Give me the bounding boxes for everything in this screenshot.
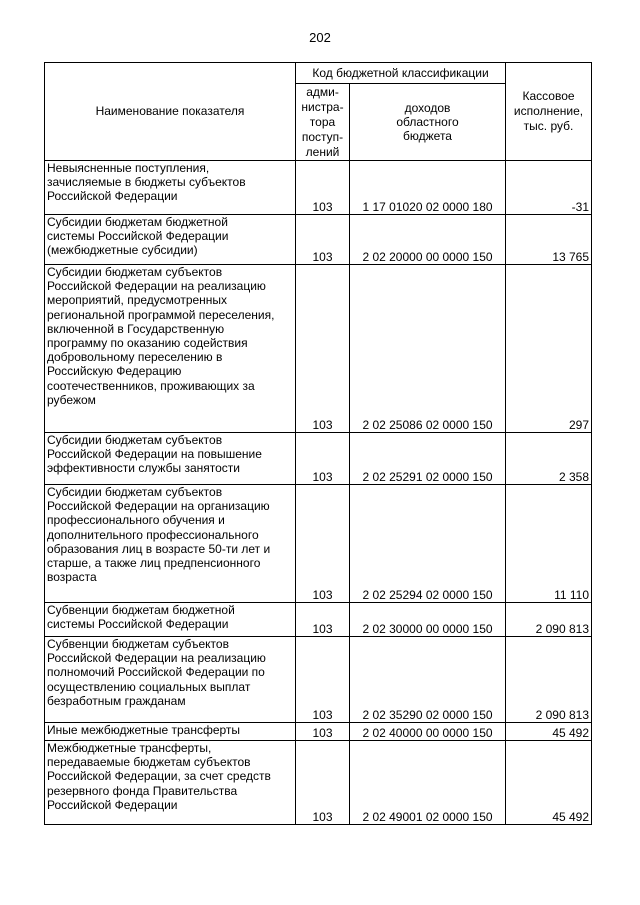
text-line: профессионального обучения и bbox=[47, 513, 225, 528]
header-cash-execution bbox=[506, 63, 592, 161]
table-row bbox=[45, 215, 592, 265]
row-cash-execution: 13 765 bbox=[506, 215, 592, 265]
text-line: Субсидии бюджетам субъектов bbox=[47, 433, 223, 447]
page-number: 202 bbox=[309, 30, 331, 45]
text-line: Субсидии бюджетам бюджетной bbox=[47, 215, 228, 229]
row-cash-execution: 45 492 bbox=[506, 741, 592, 825]
header-regional-budget-income bbox=[350, 84, 506, 161]
row-cash-execution: 2 358 bbox=[506, 433, 592, 485]
row-indicator-name bbox=[45, 485, 296, 603]
row-indicator-name bbox=[45, 603, 296, 637]
table-row bbox=[45, 265, 592, 433]
row-income-code: 1 17 01020 02 0000 180 bbox=[350, 161, 506, 215]
budget-revenue-table bbox=[44, 62, 592, 825]
table-row bbox=[45, 603, 592, 637]
table-header bbox=[45, 63, 592, 161]
row-income-code: 2 02 49001 02 0000 150 bbox=[350, 741, 506, 825]
text-line: тора bbox=[309, 114, 336, 129]
header-indicator-name: Наименование показателя bbox=[45, 63, 296, 161]
text-line: бюджета bbox=[403, 129, 452, 144]
row-indicator-name bbox=[45, 265, 296, 433]
text-line: Межбюджетные трансферты, bbox=[47, 741, 212, 755]
table-body bbox=[45, 161, 592, 825]
text-line: мероприятий, предусмотренных bbox=[47, 293, 228, 308]
text-line: Российской Федерации bbox=[47, 797, 178, 812]
row-cash-execution: 2 090 813 bbox=[506, 637, 592, 723]
header-revenue-administrator bbox=[296, 84, 350, 161]
text-line: лений bbox=[305, 144, 340, 159]
text-line: тыс. руб. bbox=[523, 119, 574, 133]
table-row bbox=[45, 485, 592, 603]
text-line: Субсидии бюджетам субъектов bbox=[47, 485, 223, 499]
text-line: полномочий Российской Федерации по bbox=[47, 665, 265, 680]
row-cash-execution: 45 492 bbox=[506, 723, 592, 741]
row-admin-code: 103 bbox=[296, 485, 350, 603]
row-income-code: 2 02 30000 00 0000 150 bbox=[350, 603, 506, 637]
text-line: Кассовое bbox=[522, 89, 575, 103]
text-line: передаваемые бюджетам субъектов bbox=[47, 755, 251, 770]
text-line: возраста bbox=[47, 570, 97, 585]
text-line: старше, а также лиц предпенсионного bbox=[47, 556, 261, 571]
row-income-code: 2 02 25086 02 0000 150 bbox=[350, 265, 506, 433]
header-budget-classification-code: Код бюджетной классификации bbox=[296, 63, 506, 84]
table-row bbox=[45, 637, 592, 723]
row-admin-code: 103 bbox=[296, 161, 350, 215]
text-line: системы Российской Федерации bbox=[47, 617, 229, 632]
row-cash-execution: 2 090 813 bbox=[506, 603, 592, 637]
row-admin-code: 103 bbox=[296, 723, 350, 741]
text-line: рубежом bbox=[47, 392, 96, 407]
text-line: Российской Федерации, за счет средств bbox=[47, 769, 271, 784]
text-line: системы Российской Федерации bbox=[47, 229, 229, 244]
row-admin-code: 103 bbox=[296, 637, 350, 723]
row-indicator-name bbox=[45, 433, 296, 485]
text-line: доходов bbox=[404, 100, 451, 115]
row-admin-code: 103 bbox=[296, 215, 350, 265]
text-line: Российской Федерации на повышение bbox=[47, 447, 262, 462]
row-indicator-name bbox=[45, 741, 296, 825]
row-income-code: 2 02 25291 02 0000 150 bbox=[350, 433, 506, 485]
text-line: включенной в Государственную bbox=[47, 321, 225, 336]
text-line: (межбюджетные субсидии) bbox=[47, 243, 198, 258]
row-admin-code: 103 bbox=[296, 433, 350, 485]
text-line: Субвенции бюджетам бюджетной bbox=[47, 603, 235, 617]
table-row bbox=[45, 723, 592, 741]
row-income-code: 2 02 25294 02 0000 150 bbox=[350, 485, 506, 603]
text-line: поступ- bbox=[301, 129, 344, 144]
text-line: Российскую Федерацию bbox=[47, 364, 182, 379]
text-line: нистра- bbox=[301, 99, 344, 114]
row-income-code: 2 02 40000 00 0000 150 bbox=[350, 723, 506, 741]
text-line: резервного фонда Правительства bbox=[47, 783, 238, 798]
text-line: Российской Федерации на реализацию bbox=[47, 279, 266, 294]
text-line: зачисляемые в бюджеты субъектов bbox=[47, 175, 246, 190]
text-line: осуществлению социальных выплат bbox=[47, 679, 251, 694]
text-line: программу по оказанию содействия bbox=[47, 336, 248, 351]
text-line: адми- bbox=[306, 84, 339, 99]
row-cash-execution: 297 bbox=[506, 265, 592, 433]
row-indicator-name bbox=[45, 637, 296, 723]
text-line: соотечественников, проживающих за bbox=[47, 378, 255, 393]
row-income-code: 2 02 20000 00 0000 150 bbox=[350, 215, 506, 265]
text-line: Субсидии бюджетам субъектов bbox=[47, 265, 223, 279]
text-line: Российской Федерации на реализацию bbox=[47, 651, 266, 666]
row-cash-execution: 11 110 bbox=[506, 485, 592, 603]
text-line: региональной программой переселения, bbox=[47, 307, 275, 322]
text-line: областного bbox=[396, 114, 459, 129]
row-admin-code: 103 bbox=[296, 741, 350, 825]
row-admin-code: 103 bbox=[296, 603, 350, 637]
text-line: Субвенции бюджетам субъектов bbox=[47, 637, 229, 651]
text-line: образования лиц в возрасте 50-ти лет и bbox=[47, 541, 271, 556]
row-cash-execution: -31 bbox=[506, 161, 592, 215]
row-admin-code: 103 bbox=[296, 265, 350, 433]
row-indicator-name bbox=[45, 215, 296, 265]
text-line: исполнение, bbox=[513, 104, 584, 118]
text-line: Российской Федерации bbox=[47, 189, 178, 204]
text-line: безработным гражданам bbox=[47, 693, 186, 708]
text-line: Российской Федерации на организацию bbox=[47, 499, 270, 514]
table-row bbox=[45, 161, 592, 215]
table-row bbox=[45, 741, 592, 825]
text-line: Иные межбюджетные трансферты bbox=[47, 723, 241, 737]
text-line: эффективности службы занятости bbox=[47, 461, 241, 476]
text-line: Невыясненные поступления, bbox=[47, 161, 210, 175]
row-indicator-name bbox=[45, 723, 296, 741]
table-row bbox=[45, 433, 592, 485]
row-income-code: 2 02 35290 02 0000 150 bbox=[350, 637, 506, 723]
text-line: добровольному переселению в bbox=[47, 350, 223, 365]
row-indicator-name bbox=[45, 161, 296, 215]
text-line: дополнительного профессионального bbox=[47, 527, 259, 542]
